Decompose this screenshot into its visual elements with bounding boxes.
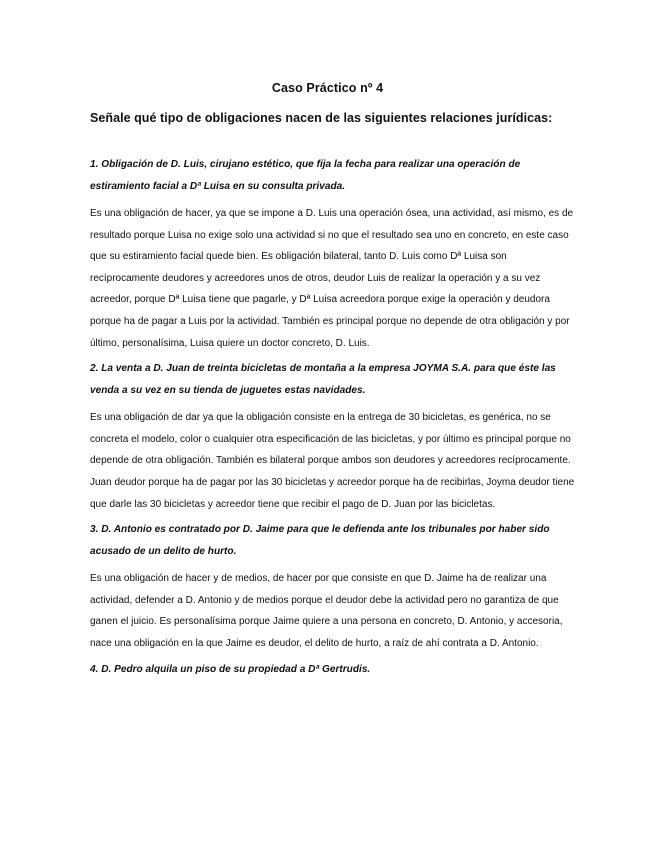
document-subtitle: Señale qué tipo de obligaciones nacen de las siguientes relaciones jurídicas: <box>90 111 553 125</box>
case-4-question: 4. D. Pedro alquila un piso de su propiedad a Dª Gertrudis. <box>90 663 371 675</box>
case-1-question: 1. Obligación de D. Luis, cirujano estético, que fija la fecha para realizar una operación de estiramiento facial a Dª Luisa en su consulta privada. <box>90 159 521 192</box>
document-body <box>90 154 576 680</box>
document-title: Caso Práctico nº 4 <box>271 81 384 95</box>
case-3-question: 3. D. Antonio es contratado por D. Jaime para que le defienda ante los tribunales por haber sido acusado de un delito de hurto. <box>90 524 550 557</box>
case-1-answer: Es una obligación de hacer, ya que se impone a D. Luis una operación ósea, una actividad, así mismo, es de resultado porque Luisa no exige solo una actividad si no que el resultado sea uno en concreto, en este caso que su estiramiento facial quede bien. Es obligación bilateral, tanto D. Luis como Dª Luisa son recíprocamente deudores y acreedores unos de otros, deudor Luis de realizar la operación y a su vez acreedor, porque Dª Luisa tiene que pagarle, y Dª Luisa acreedora porque exige la operación y deudora porque ha de pagar a Luis por la actividad. También es principal porque no depende de otra obligación y por último, personalísima, Luisa quiere un doctor concreto, D. Luis. <box>90 208 574 349</box>
case-2-question: 2. La venta a D. Juan de treinta bicicletas de montaña a la empresa JOYMA S.A. para que éste las venda a su vez en su tienda de juguetes estas navidades. <box>90 363 556 396</box>
case-2-answer: Es una obligación de dar ya que la obligación consiste en la entrega de 30 bicicletas, es genérica, no se concreta el modelo, color o cualquier otra especificación de las bicicletas, y por último es principal porque no depende de otra obligación. También es bilateral porque ambos son deudores y acreedores recíprocamente. Juan deudor porque ha de pagar por las 30 bicicletas y acreedor porque ha de recibirlas, Joyma deudor tiene que darle las 30 bicicletas y acreedor tiene que recibir el pago de D. Juan por las bicicletas. <box>90 412 575 510</box>
case-3-answer: Es una obligación de hacer y de medios, de hacer por que consiste en que D. Jaime ha de realizar una actividad, defender a D. Antonio y de medios porque el deudor debe la actividad pero no garantiza de que ganen el juicio. Es personalísima porque Jaime quiere a una persona en concreto, D. Antonio, y accesoria, nace una obligación en la que Jaime es deudor, el delito de hurto, a raíz de ahí contrata a D. Antonio. <box>90 573 563 649</box>
